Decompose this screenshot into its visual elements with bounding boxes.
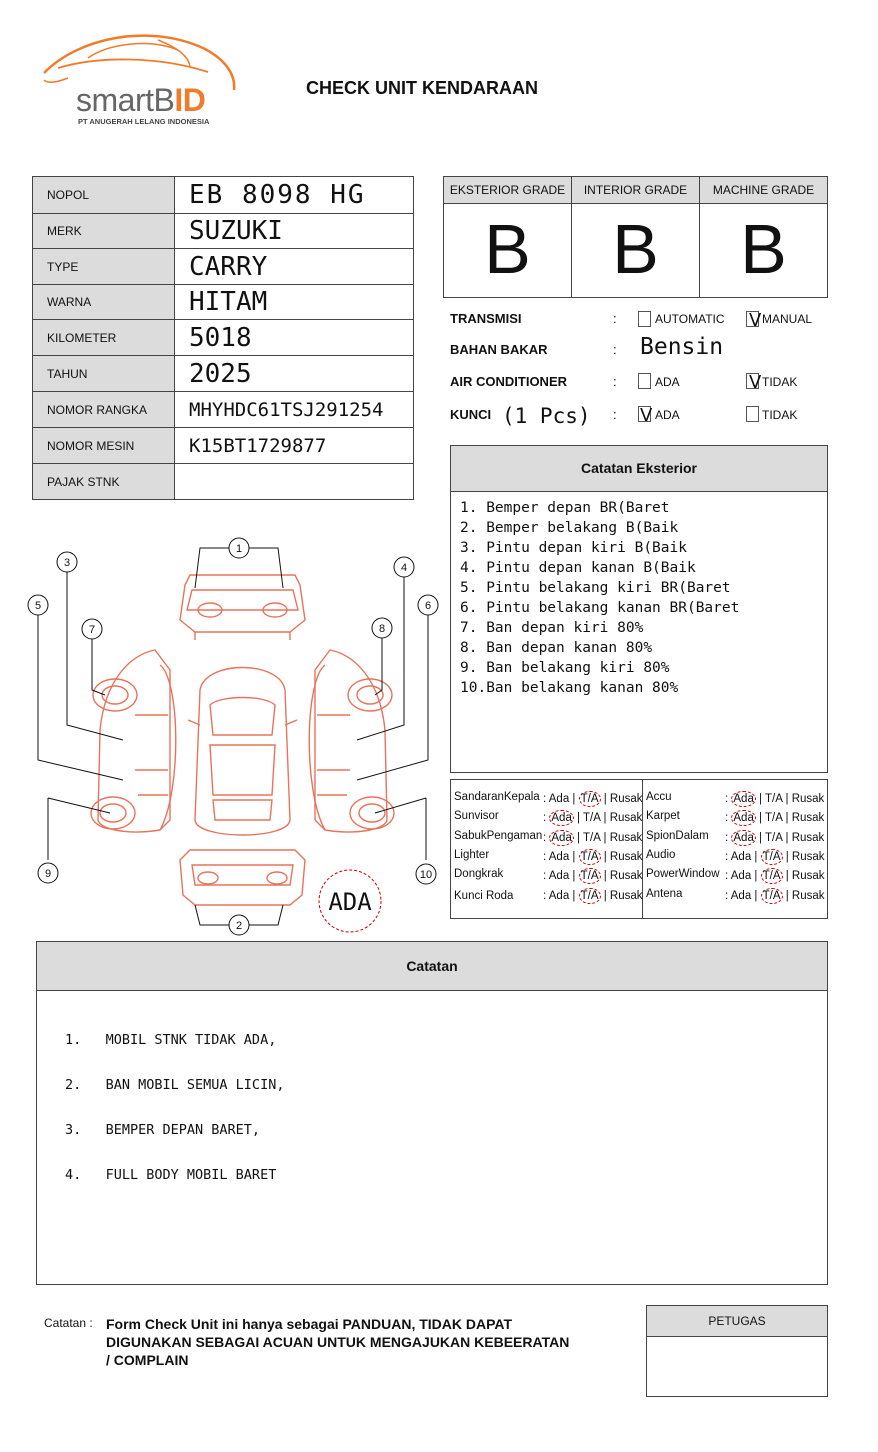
option-ada[interactable]: Ada: [730, 870, 752, 883]
logo-text-id: ID: [174, 82, 206, 118]
ac-colon: :: [613, 374, 617, 389]
logo-text-smart: smartB: [76, 82, 175, 118]
option-ta[interactable]: T/A: [765, 793, 783, 805]
grade-exterior-value: B: [484, 210, 531, 288]
accessory-name: PowerWindow: [646, 868, 720, 881]
option-ta[interactable]: T/A: [762, 850, 781, 863]
option-ta[interactable]: T/A: [762, 889, 781, 902]
kunci-colon: :: [613, 407, 617, 422]
value-merk: SUZUKI: [175, 214, 414, 249]
row-warna: [33, 285, 414, 320]
accessory-options: : Ada | T/A | Rusak: [543, 812, 643, 825]
option-ada[interactable]: Ada: [730, 850, 752, 863]
ac-label: AIR CONDITIONER: [450, 374, 567, 389]
value-pajak-stnk: [175, 464, 414, 500]
callout-6: 6: [424, 600, 432, 612]
accessory-name: SpionDalam: [646, 829, 709, 842]
option-ac-tidak: TIDAK: [762, 375, 798, 389]
row-mesin: [33, 428, 414, 464]
accessory-options: : Ada | T/A | Rusak: [543, 793, 643, 805]
list-item: 8. Ban depan kanan 80%: [460, 640, 653, 656]
row-rangka: [33, 392, 414, 428]
option-ada[interactable]: Ada: [551, 812, 572, 825]
car-damage-diagram: [20, 530, 440, 940]
option-rusak[interactable]: Rusak: [609, 812, 643, 825]
checkmark-icon: V: [749, 372, 762, 393]
grade-box: [443, 176, 828, 298]
accessory-options: : Ada | T/A | Rusak: [725, 793, 825, 805]
exterior-notes-box: [450, 445, 828, 773]
grade-interior-value: B: [612, 210, 659, 288]
checkbox-ac-ada[interactable]: [638, 373, 651, 389]
catatan-title: Catatan: [37, 942, 827, 991]
option-ada[interactable]: Ada: [548, 889, 570, 902]
transmisi-label: TRANSMISI: [450, 311, 522, 326]
grade-machine: [700, 177, 827, 297]
petugas-label: PETUGAS: [647, 1306, 827, 1337]
bahan-bakar-value: Bensin: [640, 334, 724, 360]
list-item: 1. Bemper depan BR(Baret: [460, 500, 670, 516]
value-type: CARRY: [175, 249, 414, 285]
label-merk: MERK: [33, 214, 175, 249]
option-rusak[interactable]: Rusak: [791, 793, 825, 805]
accessory-options: : Ada | T/A | Rusak: [543, 889, 643, 902]
checkbox-kunci-tidak[interactable]: [746, 406, 759, 422]
page-title: CHECK UNIT KENDARAAN: [306, 78, 538, 98]
option-ta[interactable]: T/A: [580, 793, 599, 805]
option-ta[interactable]: T/A: [765, 812, 783, 825]
accessory-name: Dongkrak: [454, 868, 504, 881]
option-ta[interactable]: T/A: [580, 850, 599, 863]
option-rusak[interactable]: Rusak: [609, 850, 643, 863]
callout-5: 5: [34, 600, 42, 612]
label-nomor-mesin: NOMOR MESIN: [33, 428, 175, 464]
exterior-notes-list: [451, 492, 827, 698]
option-ada[interactable]: Ada: [548, 793, 570, 805]
catatan-box: [36, 941, 828, 1285]
checkbox-automatic[interactable]: [638, 311, 651, 327]
grade-exterior-label: EKSTERIOR GRADE: [444, 177, 571, 204]
option-ta[interactable]: T/A: [580, 870, 599, 883]
smartbid-logo: [38, 28, 248, 133]
footer-label: Catatan :: [44, 1316, 93, 1330]
row-kilometer: [33, 320, 414, 356]
callout-3: 3: [63, 557, 71, 569]
list-item: 10.Ban belakang kanan 80%: [460, 680, 679, 696]
accessory-name: SabukPengaman: [454, 829, 543, 842]
catatan-list: [37, 991, 827, 1213]
accessory-name: Lighter: [454, 848, 490, 861]
option-ada[interactable]: Ada: [733, 793, 754, 805]
grade-machine-label: MACHINE GRADE: [700, 177, 827, 204]
list-item: 2. Bemper belakang B(Baik: [460, 520, 679, 536]
option-ada[interactable]: Ada: [548, 850, 570, 863]
row-type: [33, 249, 414, 285]
option-rusak[interactable]: Rusak: [609, 793, 643, 805]
label-kilometer: KILOMETER: [33, 320, 175, 356]
stamp-ada: ADA: [328, 888, 372, 916]
option-kunci-tidak: TIDAK: [762, 408, 798, 422]
option-ac-ada: ADA: [655, 375, 680, 389]
value-warna: HITAM: [175, 285, 414, 320]
callout-9: 9: [44, 868, 52, 880]
logo-subtitle: PT ANUGERAH LELANG INDONESIA: [78, 117, 210, 126]
list-item: 6. Pintu belakang kanan BR(Baret: [460, 600, 740, 616]
option-ada[interactable]: Ada: [551, 831, 572, 844]
option-ta[interactable]: T/A: [583, 812, 601, 825]
row-tahun: [33, 356, 414, 392]
car-outline-icon: [20, 530, 440, 940]
label-pajak-stnk: PAJAK STNK: [33, 464, 175, 500]
label-warna: WARNA: [33, 285, 175, 320]
option-kunci-ada: ADA: [655, 408, 680, 422]
callout-10: 10: [419, 869, 433, 881]
checkmark-icon: V: [640, 405, 653, 426]
accessory-name: Karpet: [646, 810, 680, 823]
callout-7: 7: [88, 624, 96, 636]
option-rusak[interactable]: Rusak: [791, 831, 825, 844]
option-rusak[interactable]: Rusak: [609, 889, 643, 902]
label-tahun: TAHUN: [33, 356, 175, 392]
option-rusak[interactable]: Rusak: [791, 889, 825, 902]
transmisi-colon: :: [613, 311, 617, 326]
list-item: 3. Pintu depan kiri B(Baik: [460, 540, 687, 556]
grade-exterior: [444, 177, 572, 297]
accessory-options: : Ada | T/A | Rusak: [725, 870, 825, 883]
accessory-name: Accu: [646, 791, 672, 803]
petugas-box: [646, 1305, 828, 1397]
option-ada[interactable]: Ada: [733, 831, 754, 844]
option-ta[interactable]: T/A: [580, 889, 599, 902]
option-automatic: AUTOMATIC: [655, 312, 725, 326]
label-type: TYPE: [33, 249, 175, 285]
row-nopol: [33, 177, 414, 214]
option-manual: MANUAL: [762, 312, 813, 326]
bahan-bakar-colon: :: [613, 342, 617, 357]
callout-8: 8: [378, 623, 386, 635]
accessory-options: : Ada | T/A | Rusak: [543, 850, 643, 863]
option-rusak[interactable]: Rusak: [609, 831, 643, 844]
value-nomor-mesin: K15BT1729877: [175, 428, 414, 464]
list-item: 2. BAN MOBIL SEMUA LICIN,: [65, 1077, 285, 1093]
list-item: 1. MOBIL STNK TIDAK ADA,: [65, 1032, 277, 1048]
accessory-options: : Ada | T/A | Rusak: [725, 831, 825, 844]
accessory-name: Sunvisor: [454, 810, 499, 823]
option-ta[interactable]: T/A: [762, 870, 781, 883]
value-nomor-rangka: MHYHDC61TSJ291254: [175, 392, 414, 428]
callout-4: 4: [400, 562, 408, 574]
value-kilometer: 5018: [175, 320, 414, 356]
option-ada[interactable]: Ada: [548, 870, 570, 883]
exterior-notes-title: Catatan Eksterior: [451, 446, 827, 492]
accessory-options: : Ada | T/A | Rusak: [725, 889, 825, 902]
option-rusak[interactable]: Rusak: [609, 870, 643, 883]
callout-1: 1: [235, 543, 243, 555]
list-item: 4. Pintu depan kanan B(Baik: [460, 560, 696, 576]
list-item: 9. Ban belakang kiri 80%: [460, 660, 670, 676]
bahan-bakar-label: BAHAN BAKAR: [450, 342, 548, 357]
grade-machine-value: B: [740, 210, 787, 288]
option-ada[interactable]: Ada: [733, 812, 754, 825]
row-pajak: [33, 464, 414, 500]
option-ta[interactable]: T/A: [765, 831, 783, 844]
accessory-name: SandaranKepala: [454, 791, 540, 803]
list-item: 5. Pintu belakang kiri BR(Baret: [460, 580, 731, 596]
accessory-options: : Ada | T/A | Rusak: [725, 812, 825, 825]
kunci-count: (1 Pcs): [502, 404, 591, 428]
callout-2: 2: [235, 920, 243, 932]
accessory-name: Antena: [646, 887, 683, 900]
list-item: 3. BEMPER DEPAN BARET,: [65, 1122, 261, 1138]
accessories-box: [450, 779, 828, 919]
value-nopol: EB 8098 HG: [175, 177, 414, 214]
label-nopol: NOPOL: [33, 177, 175, 214]
option-rusak[interactable]: Rusak: [791, 870, 825, 883]
option-ada[interactable]: Ada: [730, 889, 752, 902]
kunci-label: KUNCI: [450, 407, 492, 422]
option-rusak[interactable]: Rusak: [791, 812, 825, 825]
value-tahun: 2025: [175, 356, 414, 392]
label-nomor-rangka: NOMOR RANGKA: [33, 392, 175, 428]
row-merk: [33, 214, 414, 249]
accessory-options: : Ada | T/A | Rusak: [543, 831, 643, 844]
list-item: 7. Ban depan kiri 80%: [460, 620, 644, 636]
option-rusak[interactable]: Rusak: [791, 850, 825, 863]
grade-interior-label: INTERIOR GRADE: [572, 177, 699, 204]
option-ta[interactable]: T/A: [583, 831, 601, 844]
accessory-name: Audio: [646, 848, 676, 861]
accessory-options: : Ada | T/A | Rusak: [725, 850, 825, 863]
accessory-name: Kunci Roda: [454, 889, 514, 902]
vehicle-info-table: [32, 176, 414, 500]
checkmark-icon: V: [749, 310, 762, 331]
list-item: 4. FULL BODY MOBIL BARET: [65, 1167, 277, 1183]
accessory-options: : Ada | T/A | Rusak: [543, 870, 643, 883]
grade-interior: [572, 177, 700, 297]
footer-disclaimer: Form Check Unit ini hanya sebagai PANDUAN, TIDAK DAPAT DIGUNAKAN SEBAGAI ACUAN UNTUK MENGAJUKAN KEBEERATAN / COMPLAIN: [106, 1316, 570, 1368]
